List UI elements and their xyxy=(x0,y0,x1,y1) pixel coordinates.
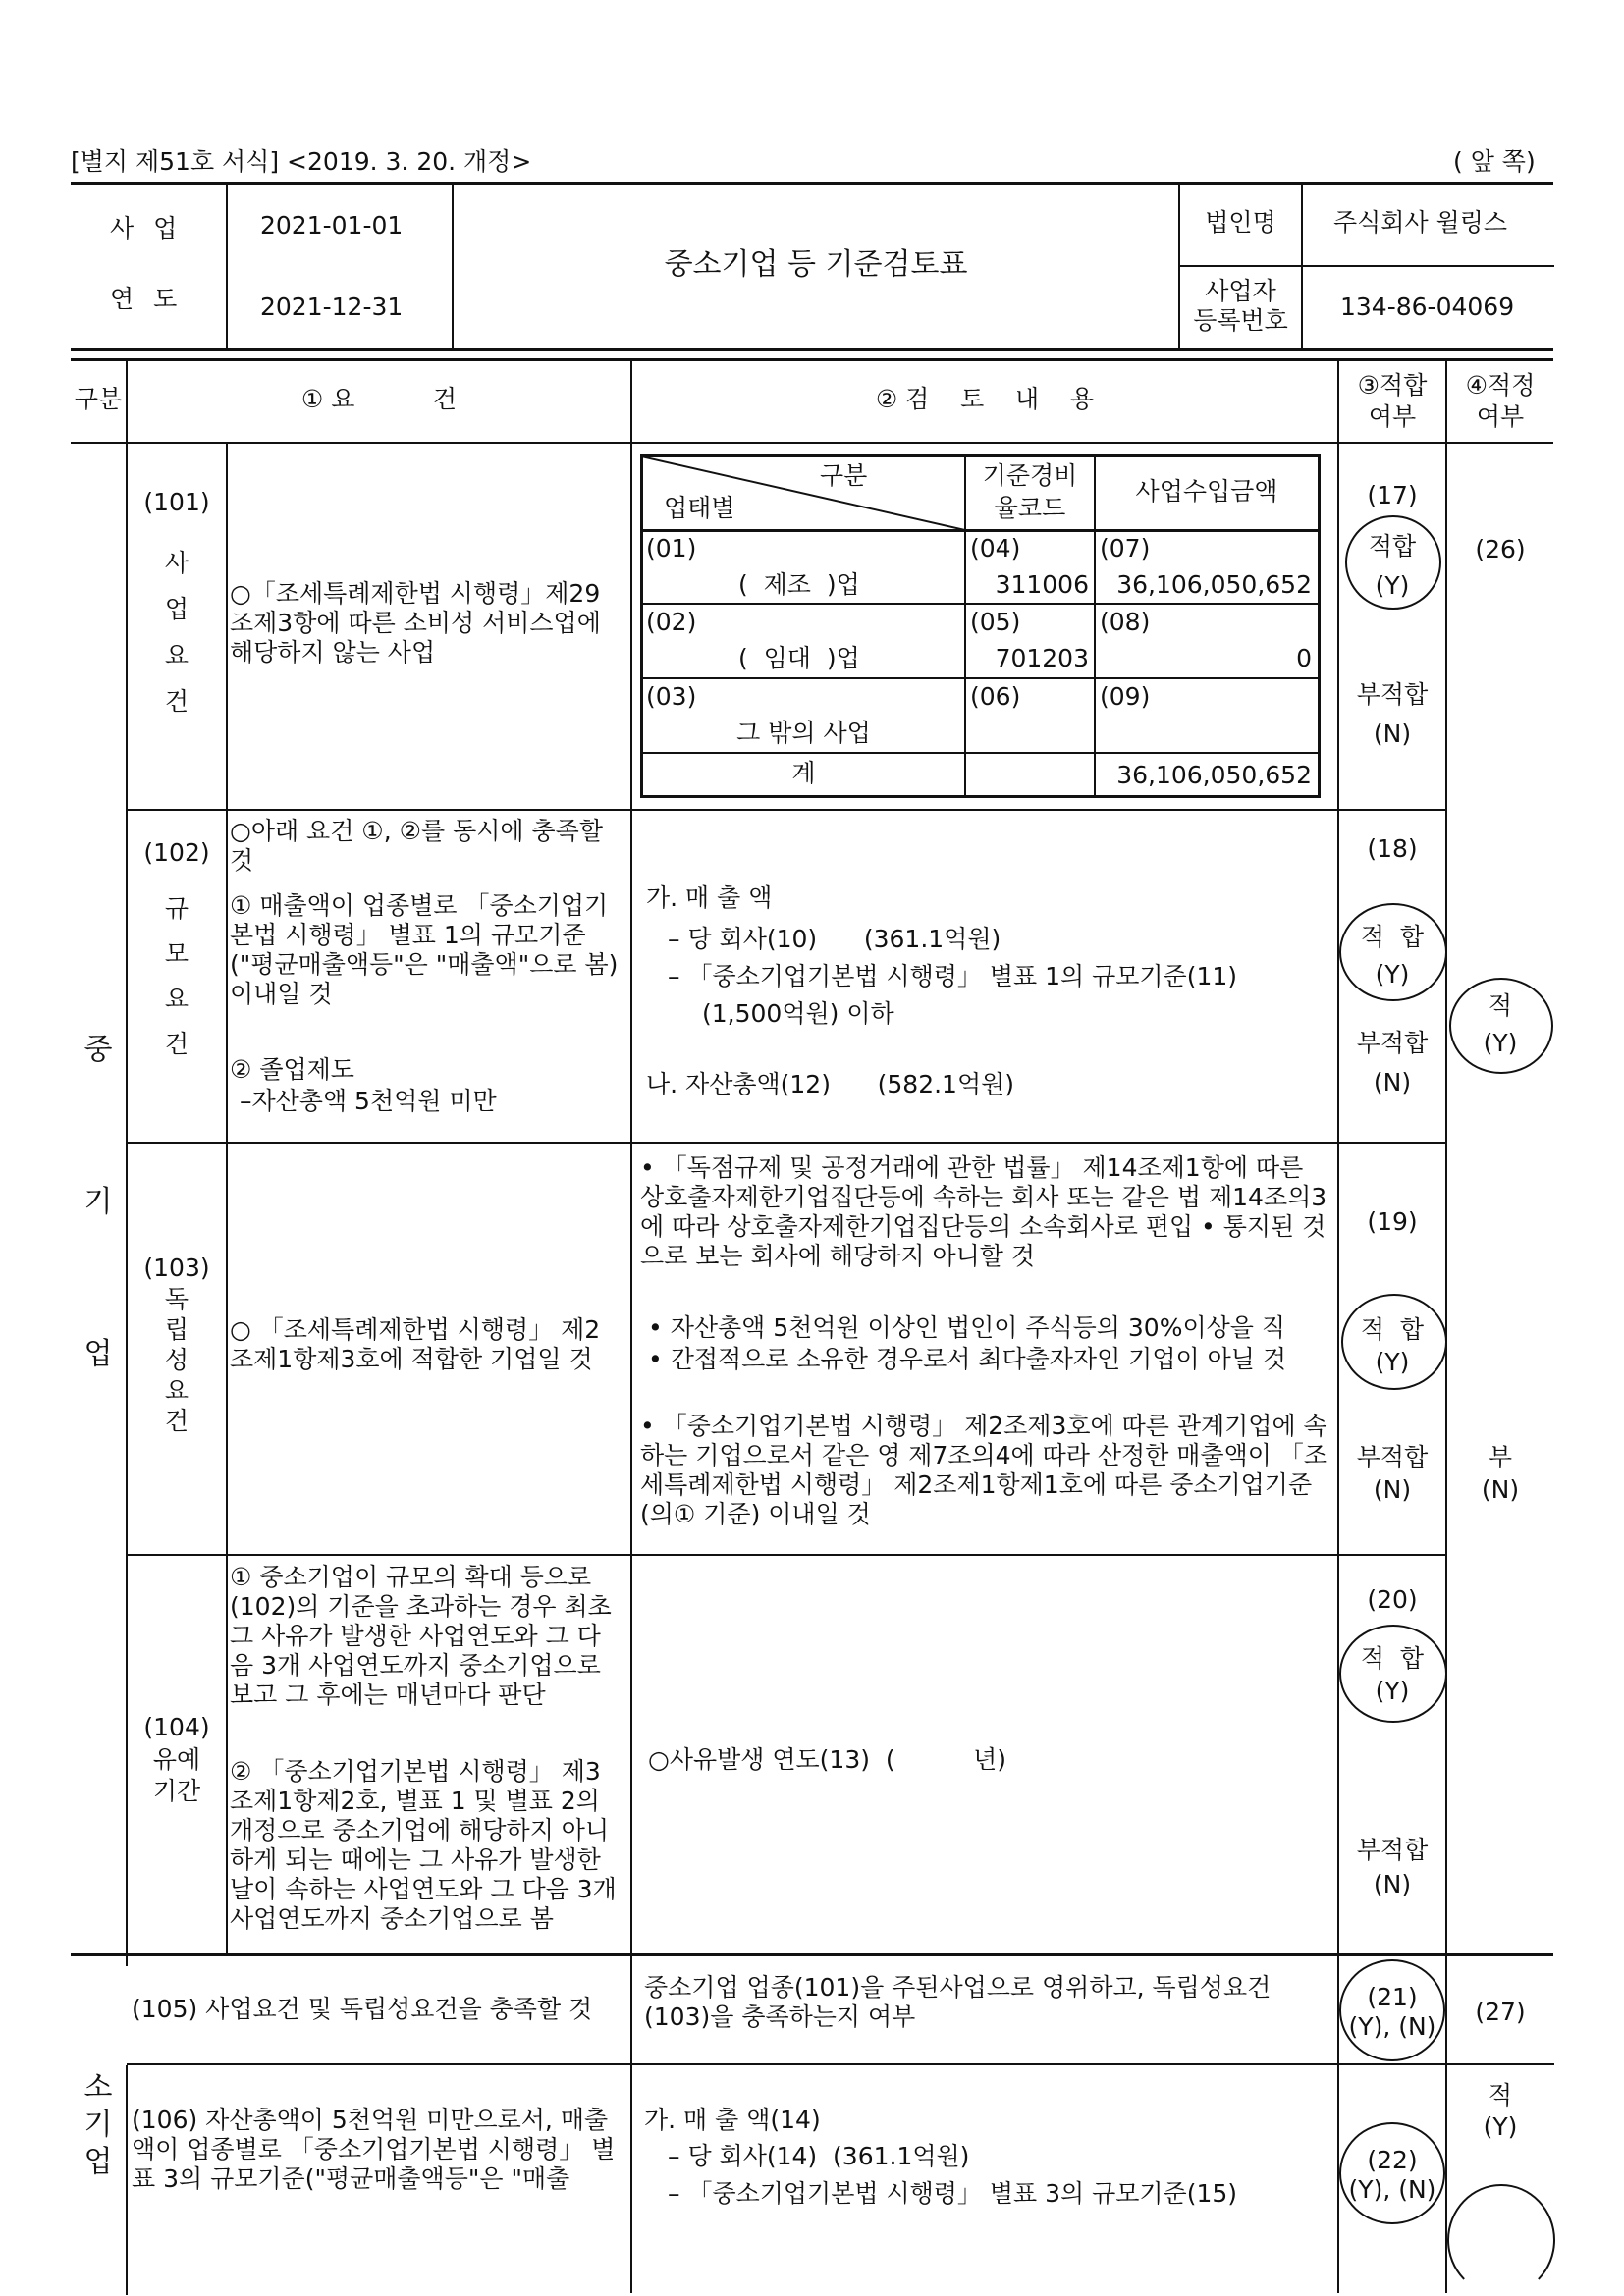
r101-fit-yes-1: 적합 xyxy=(1368,532,1417,561)
r102-review-4: (1,500억원) 이하 xyxy=(702,999,894,1028)
r104-fit-yes-1: 적 합 xyxy=(1360,1644,1425,1673)
col-proper-2: 여부 xyxy=(1476,402,1525,431)
corp-name: 주식회사 윌링스 xyxy=(1333,208,1507,237)
r102-fit-yes-1: 적 합 xyxy=(1360,923,1425,951)
r102-req-2-title: ② 졸업제도 xyxy=(230,1055,354,1084)
biz-head-code-2: 율코드 xyxy=(994,494,1066,522)
r104-review: ○사유발생 연도(13) ( 년) xyxy=(648,1745,1006,1774)
r102-proper-yes-1: 적 xyxy=(1488,991,1513,1020)
r102-fit-no: (18) xyxy=(1367,834,1418,863)
col-category: 구분 xyxy=(74,385,123,413)
biz-row2-no: (02) xyxy=(646,608,697,636)
biz-head-category: 구분 xyxy=(820,461,868,490)
r101-fit-yes-2: (Y) xyxy=(1375,571,1410,600)
r104-fit-no: (20) xyxy=(1367,1585,1418,1614)
col-proper-1: ④적정 xyxy=(1465,371,1536,400)
r102-no: (102) xyxy=(143,838,210,867)
r102-fit-no-2: (N) xyxy=(1373,1068,1412,1096)
r102-review-2: – 당 회사(10) (361.1억원) xyxy=(668,925,1001,953)
reg-no: 134-86-04069 xyxy=(1340,293,1515,321)
biz-row1-code-no: (04) xyxy=(970,534,1021,562)
biz-row2-amount: 0 xyxy=(1296,644,1312,672)
r102-fit-no-1: 부적합 xyxy=(1356,1029,1429,1057)
start-date: 2021-01-01 xyxy=(260,211,404,240)
r105-requirement: (105) 사업요건 및 독립성요건을 충족할 것 xyxy=(132,1995,593,2023)
biz-row1-amount: 36,106,050,652 xyxy=(1116,570,1312,599)
r101-proper-no: (26) xyxy=(1475,535,1526,563)
r104-fit-yes-2: (Y) xyxy=(1375,1677,1410,1705)
r102-proper-yes-2: (Y) xyxy=(1483,1029,1518,1057)
r103-proper-no-2: (N) xyxy=(1481,1475,1520,1504)
r101-fit-no-1: 부적합 xyxy=(1356,680,1429,709)
r106-fit-1: (22) xyxy=(1367,2146,1418,2174)
biz-row2-name: ( 임대 )업 xyxy=(738,644,860,672)
biz-row3-name: 그 밖의 사업 xyxy=(736,719,871,747)
r104-fit-circle xyxy=(1339,1625,1447,1723)
r106-fit-2: (Y), (N) xyxy=(1348,2175,1436,2204)
r104-req-2: ② 「중소기업기본법 시행령」 제3조제1항제2호, 별표 1 및 별표 2의 개정으로 중소기업에 해당하지 아니하게 되는 때에는 그 사유가 발생한 날이 속하는 사업연도와 그 다음 3개 사업연도까지 중소기업으로 봄 xyxy=(230,1757,617,1933)
col-fit-1: ③적합 xyxy=(1357,371,1428,400)
r103-fit-no-1: 부적합 xyxy=(1356,1443,1429,1471)
biz-row3-code-no: (06) xyxy=(970,682,1021,711)
r103-fit-yes-2: (Y) xyxy=(1375,1348,1410,1376)
biz-total-amount: 36,106,050,652 xyxy=(1116,761,1312,789)
r101-title: 사 업 요 건 xyxy=(164,549,189,716)
biz-row1-name: ( 제조 )업 xyxy=(738,570,860,599)
side-label-eop2: 업 xyxy=(83,2145,113,2179)
r101-fit-no: (17) xyxy=(1367,481,1418,509)
header-bottom-rule xyxy=(71,348,1553,351)
side-label-eop: 업 xyxy=(83,1337,113,1371)
r104-title-1: 유예 xyxy=(152,1745,201,1774)
r103-fit-no-2: (N) xyxy=(1373,1475,1412,1504)
r106-review-2: – 당 회사(14) (361.1억원) xyxy=(668,2142,970,2170)
biz-head-type: 업태별 xyxy=(664,494,735,522)
year-label-2: 연 도 xyxy=(110,285,184,313)
r104-req-1: ① 중소기업이 규모의 확대 등으로 (102)의 기준을 초과하는 경우 최초 그 사유가 발생한 사업연도와 그 다음 3개 사업연도까지 중소기업으로 보고 그 후에는 매년마다 판단 xyxy=(230,1563,612,1709)
r105-proper-yes-1: 적 xyxy=(1488,2081,1513,2109)
r105-fit-1: (21) xyxy=(1367,1983,1418,2011)
r104-no: (104) xyxy=(143,1713,210,1741)
r103-review-2a: • 자산총액 5천억원 이상인 법인이 주식등의 30%이상을 직 xyxy=(648,1313,1285,1342)
col-review: ② 검 토 내 용 xyxy=(875,385,1095,413)
r105-proper-yes-2: (Y) xyxy=(1483,2112,1518,2141)
end-date: 2021-12-31 xyxy=(260,293,404,321)
r105-proper-no: (27) xyxy=(1475,1998,1526,2026)
corp-name-label: 법인명 xyxy=(1205,208,1276,237)
side-label-gi: 기 xyxy=(83,1185,113,1219)
r102-review-5: 나. 자산총액(12) (582.1억원) xyxy=(646,1070,1015,1098)
r103-requirement: ○ 「조세특례제한법 시행령」 제2조제1항제3호에 적합한 기업일 것 xyxy=(230,1315,601,1373)
biz-row3-amt-no: (09) xyxy=(1100,682,1151,711)
r103-no: (103) xyxy=(143,1254,210,1282)
r102-title: 규 모 요 건 xyxy=(164,894,189,1058)
col-requirement: ① 요 건 xyxy=(300,385,458,413)
r102-fit-yes-2: (Y) xyxy=(1375,960,1410,988)
page-title: 중소기업 등 기준검토표 xyxy=(664,247,968,282)
r102-req-1: ① 매출액이 업종별로 「중소기업기본법 시행령」 별표 1의 규모기준("평균매출액등"은 "매출액"으로 봄) 이내일 것 xyxy=(230,891,619,1008)
r102-review-1: 가. 매 출 액 xyxy=(646,883,773,912)
r101-requirement: ○「조세특례제한법 시행령」제29조제3항에 따른 소비성 서비스업에 해당하지 않는 사업 xyxy=(230,579,601,667)
page-side: ( 앞 쪽) xyxy=(1453,147,1536,176)
r102-req-intro: ○아래 요건 ①, ②를 동시에 충족할 것 xyxy=(230,817,603,875)
r101-no: (101) xyxy=(143,488,210,516)
biz-head-revenue: 사업수입금액 xyxy=(1135,477,1278,506)
r105-review: 중소기업 업종(101)을 주된사업으로 영위하고, 독립성요건(103)을 충족하는지 여부 xyxy=(644,1973,1272,2031)
r103-proper-no-1: 부 xyxy=(1488,1443,1513,1471)
r104-fit-no-2: (N) xyxy=(1373,1870,1412,1898)
reg-label-2: 등록번호 xyxy=(1193,306,1288,335)
biz-row3-no: (03) xyxy=(646,682,697,711)
r104-fit-no-1: 부적합 xyxy=(1356,1836,1429,1864)
biz-row2-amt-no: (08) xyxy=(1100,608,1151,636)
form-label: [별지 제51호 서식] <2019. 3. 20. 개정> xyxy=(71,147,532,176)
r104-title-2: 기간 xyxy=(152,1777,201,1805)
r106-review-1: 가. 매 출 액(14) xyxy=(644,2106,821,2134)
r106-proper-circle xyxy=(1447,2184,1555,2296)
biz-row2-code-no: (05) xyxy=(970,608,1021,636)
biz-total-label: 계 xyxy=(791,759,816,787)
col-fit-2: 여부 xyxy=(1368,402,1417,431)
biz-head-code-1: 기준경비 xyxy=(982,461,1078,490)
side-label-so: 소 xyxy=(83,2070,113,2105)
r103-fit-no: (19) xyxy=(1367,1207,1418,1236)
header-top-rule xyxy=(71,182,1553,185)
table-top-rule xyxy=(71,358,1553,361)
r103-review-2b: • 간접적으로 소유한 경우로서 최다출자자인 기업이 아닐 것 xyxy=(648,1345,1286,1373)
r106-requirement: (106) 자산총액이 5천억원 미만으로서, 매출액이 업종별로 「중소기업기본법 시행령」 별표 3의 규모기준("평균매출액등"은 "매출 xyxy=(132,2106,616,2193)
r103-title: 독 립 성 요 건 xyxy=(164,1285,189,1435)
biz-row1-code: 311006 xyxy=(995,570,1089,599)
biz-row1-no: (01) xyxy=(646,534,697,562)
r102-req-2-body: –자산총액 5천억원 미만 xyxy=(240,1087,497,1115)
side-label-gi2: 기 xyxy=(83,2108,113,2142)
r103-review-3: • 「중소기업기본법 시행령」 제2조제3호에 따른 관계기업에 속하는 기업으로서 같은 영 제7조의4에 따라 산정한 매출액이 「조세특례제한법 시행령」 제2조제1항제1호에 따른 중소기업기준(의① 기준) 이내일 것 xyxy=(640,1412,1327,1528)
biz-row1-amt-no: (07) xyxy=(1100,534,1151,562)
year-label-1: 사 업 xyxy=(110,214,184,242)
side-label-jung: 중 xyxy=(83,1033,113,1067)
r105-fit-2: (Y), (N) xyxy=(1348,2012,1436,2041)
r101-fit-no-2: (N) xyxy=(1373,720,1412,748)
r103-fit-yes-1: 적 합 xyxy=(1360,1315,1425,1344)
r103-review-1: • 「독점규제 및 공정거래에 관한 법률」 제14조제1항에 따른 상호출자제한기업집단등에 속하는 회사 또는 같은 법 제14조의3에 따라 상호출자제한기업집단등의 소속회사로 편입 • 통지된 것으로 보는 회사에 해당하지 아니할 것 xyxy=(640,1153,1327,1270)
biz-row2-code: 701203 xyxy=(995,644,1089,672)
r106-review-3: – 「중소기업기본법 시행령」 별표 3의 규모기준(15) xyxy=(668,2179,1238,2208)
reg-label-1: 사업자 xyxy=(1205,277,1276,305)
r102-review-3: – 「중소기업기본법 시행령」 별표 1의 규모기준(11) xyxy=(668,962,1238,990)
